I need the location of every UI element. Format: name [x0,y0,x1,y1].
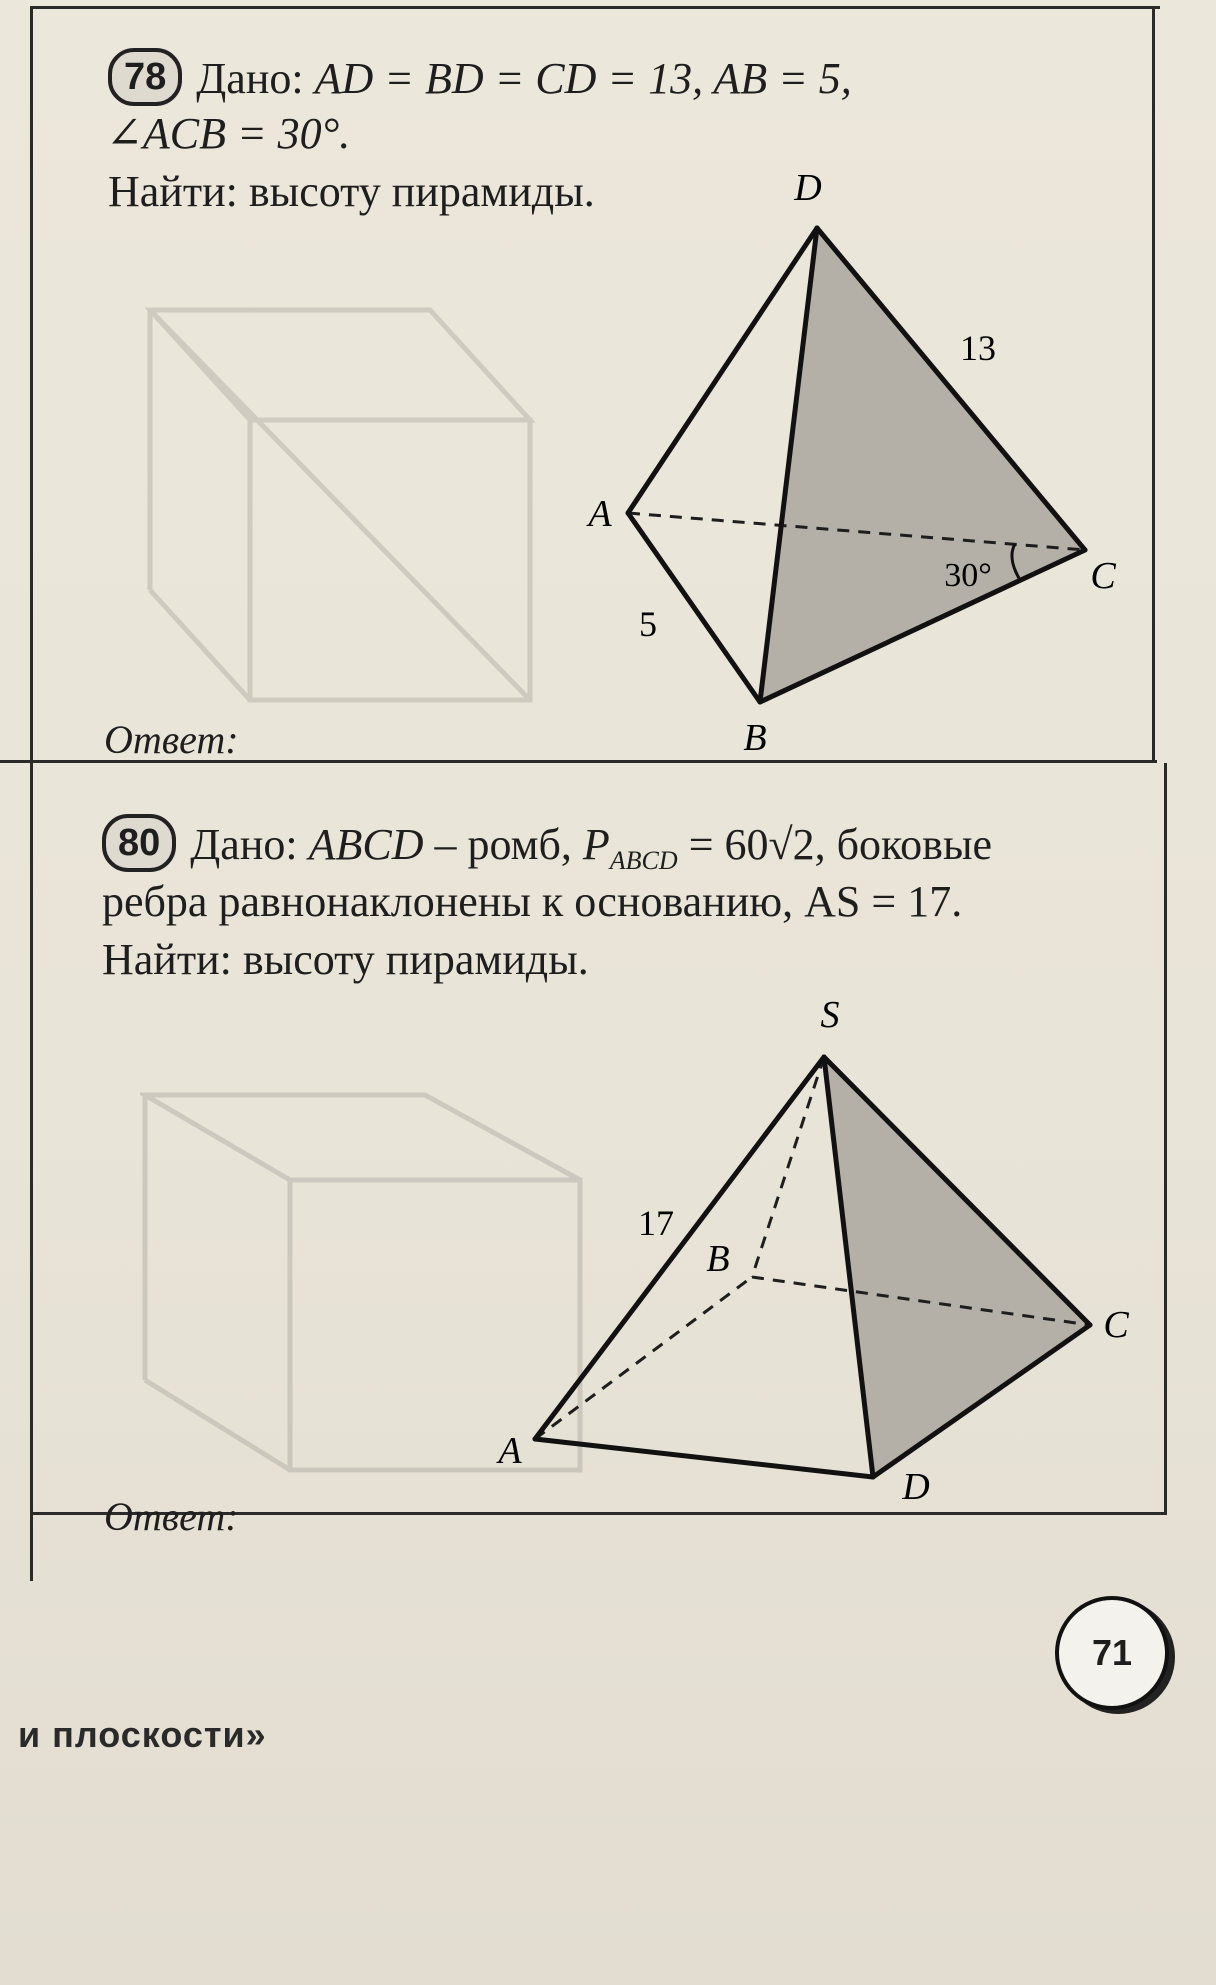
edge-ab-hidden [535,1277,752,1439]
show-through-cube-upper [140,290,560,720]
problem-80-find: Найти: высоту пирамиды. [102,935,589,984]
vertex-label-b: B [706,1238,730,1280]
edge-sb-hidden [752,1057,824,1277]
problem-80-line-2: ребра равнонаклонены к основанию, AS = 17. [102,877,963,926]
page-number-badge: 71 [1055,1596,1169,1710]
problem-78-line-1 [108,48,852,107]
problem-78-tetrahedron-figure [560,160,1120,760]
problem-80-answer-label: Ответ: [104,1494,239,1539]
frame-top-line [30,6,1160,9]
vertex-label-d: D [902,1466,930,1508]
edge-length-17: 17 [638,1203,674,1243]
vertex-label-s: S [820,994,840,1036]
problem-80-number-badge: 80 [102,814,176,872]
vertex-label-a: A [498,1430,522,1472]
frame-left-line [30,6,33,1581]
problem-78-given-expression: AD = BD = CD = 13, AB = 5, [314,54,852,103]
vertex-label-c: C [1090,555,1116,597]
vertex-label-d: D [794,167,822,209]
vertex-label-a: A [588,493,612,535]
problem-78-find: Найти: высоту пирамиды. [108,167,595,216]
problem-78-angle-condition: ∠ACB = 30°. [106,109,351,158]
problem-80-pyramid-figure [480,995,1160,1515]
problem-78-answer-label: Ответ: [104,717,239,762]
edge-length-13: 13 [960,328,996,368]
frame-right-line [1152,6,1155,761]
problem-80-rhombus-text: – ромб, [423,820,583,869]
problem-78-number-badge: 78 [108,48,182,106]
vertex-label-c: C [1103,1304,1129,1346]
problem-78-given-prefix: Дано: [196,54,315,103]
problem-80-perimeter-symbol: P [582,820,610,869]
edge-length-5: 5 [639,604,657,644]
vertex-label-b: B [743,717,767,759]
footer-chapter-caption: и плоскости» [18,1714,267,1755]
edge-ad [535,1439,873,1477]
frame-right-line-lower [1164,763,1167,1513]
problem-80-perimeter-subscript: ABCD [609,846,678,875]
edge-sa [535,1057,824,1439]
problem-80-perimeter-value: = 60√2, боковые [677,820,993,869]
angle-label-30: 30° [944,557,992,594]
problem-80-abcd: ABCD [308,820,424,869]
problem-80-given-prefix: Дано: [190,820,309,869]
